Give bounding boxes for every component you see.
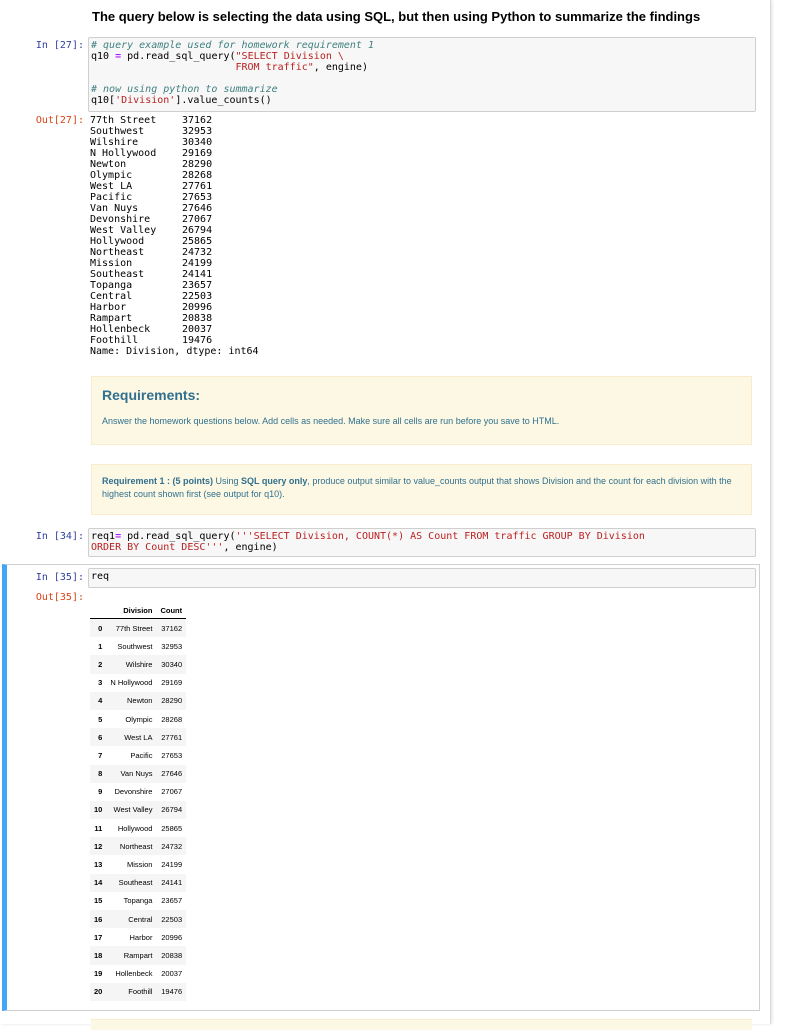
value-count-number: 27067 [182, 214, 213, 225]
requirements-box [91, 376, 752, 445]
cell-count: 30340 [161, 659, 183, 669]
table-row [90, 637, 186, 655]
value-count-row [90, 170, 259, 181]
value-count-division: Newton [90, 159, 127, 170]
table-row [90, 765, 186, 783]
cell-division: Olympic [125, 714, 153, 724]
cell-division: N Hollywood [110, 678, 153, 688]
value-count-division: 77th Street [90, 115, 157, 126]
code-operator: = [115, 51, 122, 62]
code-comment: # query example used for homework requirement 1 [91, 40, 374, 51]
cell-count: 22503 [161, 914, 183, 924]
value-count-number: 27761 [182, 181, 213, 192]
cell-count: 26794 [161, 805, 183, 815]
dataframe-table [90, 602, 186, 1001]
cell-count: 20037 [161, 969, 183, 979]
value-count-division: Wilshire [90, 137, 139, 148]
cell-division: Van Nuys [120, 769, 153, 779]
table-row [90, 692, 186, 710]
value-count-division: Topanga [90, 280, 133, 291]
cell-division: West Valley [113, 805, 153, 815]
table-row [90, 983, 186, 1001]
column-header-count: Count [156, 602, 186, 619]
code-call: , engine) [313, 62, 368, 73]
cell-count: 25865 [161, 823, 183, 833]
value-count-number: 28268 [182, 170, 213, 181]
cell-division: Wilshire [125, 659, 153, 669]
row-index: 3 [98, 678, 103, 688]
row-index: 18 [94, 950, 103, 960]
value-count-number: 20037 [182, 324, 213, 335]
value-count-division: Northeast [90, 247, 145, 258]
value-count-row [90, 313, 259, 324]
requirement-1-text [102, 475, 741, 501]
value-count-division: Southeast [90, 269, 145, 280]
value-count-division: West Valley [90, 225, 157, 236]
requirements-title: Requirements: [102, 387, 201, 403]
index-header [90, 602, 106, 619]
value-count-number: 27653 [182, 192, 213, 203]
value-count-number: 23657 [182, 280, 213, 291]
value-count-row [90, 192, 259, 203]
value-count-number: 20996 [182, 302, 213, 313]
code-string: ORDER BY Count DESC''' [91, 542, 224, 553]
code-string: "SELECT Division \ [235, 51, 344, 62]
code-cell-27[interactable] [88, 37, 756, 112]
cell-division: Southwest [117, 641, 153, 651]
markdown-heading: The query below is selecting the data using SQL, but then using Python to summarize the findings [92, 9, 701, 24]
code-cell-34[interactable] [88, 528, 756, 557]
cell-count: 20838 [161, 950, 183, 960]
value-count-division: Harbor [90, 302, 127, 313]
code-call: q10[ [91, 95, 116, 106]
table-row [90, 746, 186, 764]
requirements-text: Answer the homework questions below. Add cells as needed. Make sure all cells are run before you save to HTML. [102, 416, 560, 426]
value-count-row [90, 203, 259, 214]
output-footer: Name: Division, dtype: int64 [90, 346, 259, 357]
cell-division: Devonshire [114, 787, 153, 797]
value-count-division: Southwest [90, 126, 145, 137]
table-row [90, 892, 186, 910]
code-call: pd.read_sql_query( [127, 51, 236, 62]
requirement-1-part: , produce output similar to value_counts output that shows Division and the count for each division with the highest count shown first (see output for q10). [102, 476, 732, 499]
value-count-division: Central [90, 291, 133, 302]
value-count-row [90, 269, 259, 280]
row-index: 8 [98, 769, 103, 779]
row-index: 20 [94, 987, 103, 997]
cell-count: 24199 [161, 860, 183, 870]
value-count-division: Rampart [90, 313, 133, 324]
row-index: 9 [98, 787, 103, 797]
table-row [90, 874, 186, 892]
value-count-number: 29169 [182, 148, 213, 159]
code-operator: = [115, 531, 122, 542]
cell-count: 29169 [161, 678, 183, 688]
value-count-number: 19476 [182, 335, 213, 346]
row-index: 15 [94, 896, 103, 906]
table-row [90, 801, 186, 819]
cell-division: Mission [127, 860, 153, 870]
input-prompt: In [35]: [35, 572, 84, 583]
value-count-row [90, 236, 259, 247]
code-var: req [91, 571, 110, 582]
value-count-division: Hollywood [90, 236, 145, 247]
table-row [90, 837, 186, 855]
requirement-1-label: Requirement 1 : (5 points) [102, 476, 214, 486]
table-row [90, 928, 186, 946]
table-row [90, 655, 186, 673]
table-row [90, 674, 186, 692]
row-index: 5 [98, 714, 103, 724]
row-index: 10 [94, 805, 103, 815]
value-counts-output [90, 115, 259, 357]
cell-division: 77th Street [115, 623, 153, 633]
table-row [90, 965, 186, 983]
value-count-number: 20838 [182, 313, 213, 324]
value-count-division: Devonshire [90, 214, 151, 225]
code-call: ].value_counts() [175, 95, 272, 106]
cell-division: Pacific [130, 750, 153, 760]
cell-count: 28268 [161, 714, 183, 724]
value-count-number: 28290 [182, 159, 213, 170]
cell-count: 27646 [161, 769, 183, 779]
code-var: req1 [91, 531, 116, 542]
value-count-row [90, 126, 259, 137]
cell-count: 24141 [161, 878, 183, 888]
value-count-row [90, 247, 259, 258]
table-row [90, 910, 186, 928]
requirement-1-emph: SQL query only [241, 476, 308, 486]
cell-count: 27067 [161, 787, 183, 797]
row-index: 12 [94, 841, 103, 851]
value-count-number: 24141 [182, 269, 213, 280]
code-comment: # now using python to summarize [91, 84, 278, 95]
value-count-row [90, 115, 259, 126]
cell-division: Southeast [118, 878, 153, 888]
value-count-row [90, 324, 259, 335]
cell-division: West LA [124, 732, 153, 742]
value-count-number: 24199 [182, 258, 213, 269]
cell-count: 23657 [161, 896, 183, 906]
output-prompt: Out[27]: [35, 115, 84, 126]
row-index: 13 [94, 860, 103, 870]
code-string: '''SELECT Division, COUNT(*) AS Count FROM traffic GROUP BY Division [235, 531, 645, 542]
table-header-row [90, 602, 186, 619]
row-index: 2 [98, 659, 103, 669]
value-count-row [90, 214, 259, 225]
value-count-division: West LA [90, 181, 133, 192]
value-count-row [90, 291, 259, 302]
table-row [90, 819, 186, 837]
table-row [90, 855, 186, 873]
value-count-row [90, 181, 259, 192]
value-count-division: Van Nuys [90, 203, 139, 214]
cell-count: 27653 [161, 750, 183, 760]
value-count-number: 27646 [182, 203, 213, 214]
requirement-1-part: Using [213, 476, 242, 486]
row-index: 19 [94, 969, 103, 979]
value-count-number: 24732 [182, 247, 213, 258]
cell-division: Hollenbeck [115, 969, 153, 979]
row-index: 0 [98, 623, 103, 633]
table-row [90, 783, 186, 801]
column-header-division: Division [106, 602, 156, 619]
value-count-number: 32953 [182, 126, 213, 137]
row-index: 4 [98, 696, 103, 706]
row-index: 7 [98, 750, 103, 760]
row-index: 16 [94, 914, 103, 924]
row-index: 14 [94, 878, 103, 888]
value-count-number: 37162 [182, 115, 213, 126]
row-index: 1 [98, 641, 103, 651]
row-index: 6 [98, 732, 103, 742]
cell-division: Harbor [129, 932, 153, 942]
cell-division: Topanga [123, 896, 153, 906]
cell-division: Rampart [123, 950, 153, 960]
cell-count: 20996 [161, 932, 183, 942]
requirement-1-box [91, 464, 752, 515]
cell-division: Central [128, 914, 153, 924]
value-count-row [90, 159, 259, 170]
value-count-row [90, 225, 259, 236]
cell-count: 28290 [161, 696, 183, 706]
input-prompt: In [27]: [35, 40, 84, 51]
value-count-row [90, 137, 259, 148]
value-count-division: Hollenbeck [90, 324, 151, 335]
cell-count: 19476 [161, 987, 183, 997]
value-count-number: 25865 [182, 236, 213, 247]
row-index: 11 [94, 823, 103, 833]
table-row [90, 946, 186, 964]
table-row [90, 728, 186, 746]
cell-count: 27761 [161, 732, 183, 742]
value-count-row [90, 258, 259, 269]
code-call: pd.read_sql_query( [121, 531, 236, 542]
cell-count: 32953 [161, 641, 183, 651]
cell-count: 37162 [161, 623, 183, 633]
cell-count: 24732 [161, 841, 183, 851]
value-count-row [90, 148, 259, 159]
code-call: , engine) [223, 542, 278, 553]
value-count-division: Foothill [90, 335, 139, 346]
cell-division: Hollywood [117, 823, 153, 833]
value-count-division: Mission [90, 258, 133, 269]
input-prompt: In [34]: [35, 531, 84, 542]
value-count-row [90, 302, 259, 313]
value-count-division: Pacific [90, 192, 133, 203]
value-count-number: 22503 [182, 291, 213, 302]
table-row [90, 710, 186, 728]
row-index: 17 [94, 932, 103, 942]
value-count-number: 26794 [182, 225, 213, 236]
code-var: q10 [91, 51, 110, 62]
value-count-division: N Hollywood [90, 148, 157, 159]
value-count-division: Olympic [90, 170, 133, 181]
cell-division: Newton [127, 696, 153, 706]
cell-division: Northeast [119, 841, 153, 851]
table-row [90, 619, 186, 638]
output-prompt: Out[35]: [35, 592, 84, 603]
value-count-row [90, 280, 259, 291]
cell-division: Foothill [128, 987, 153, 997]
code-cell-35[interactable] [88, 568, 756, 588]
value-count-row [90, 335, 259, 346]
next-markdown-cell [91, 1019, 752, 1030]
value-count-number: 30340 [182, 137, 213, 148]
code-string: 'Division' [115, 95, 176, 106]
code-string: FROM traffic" [235, 62, 314, 73]
